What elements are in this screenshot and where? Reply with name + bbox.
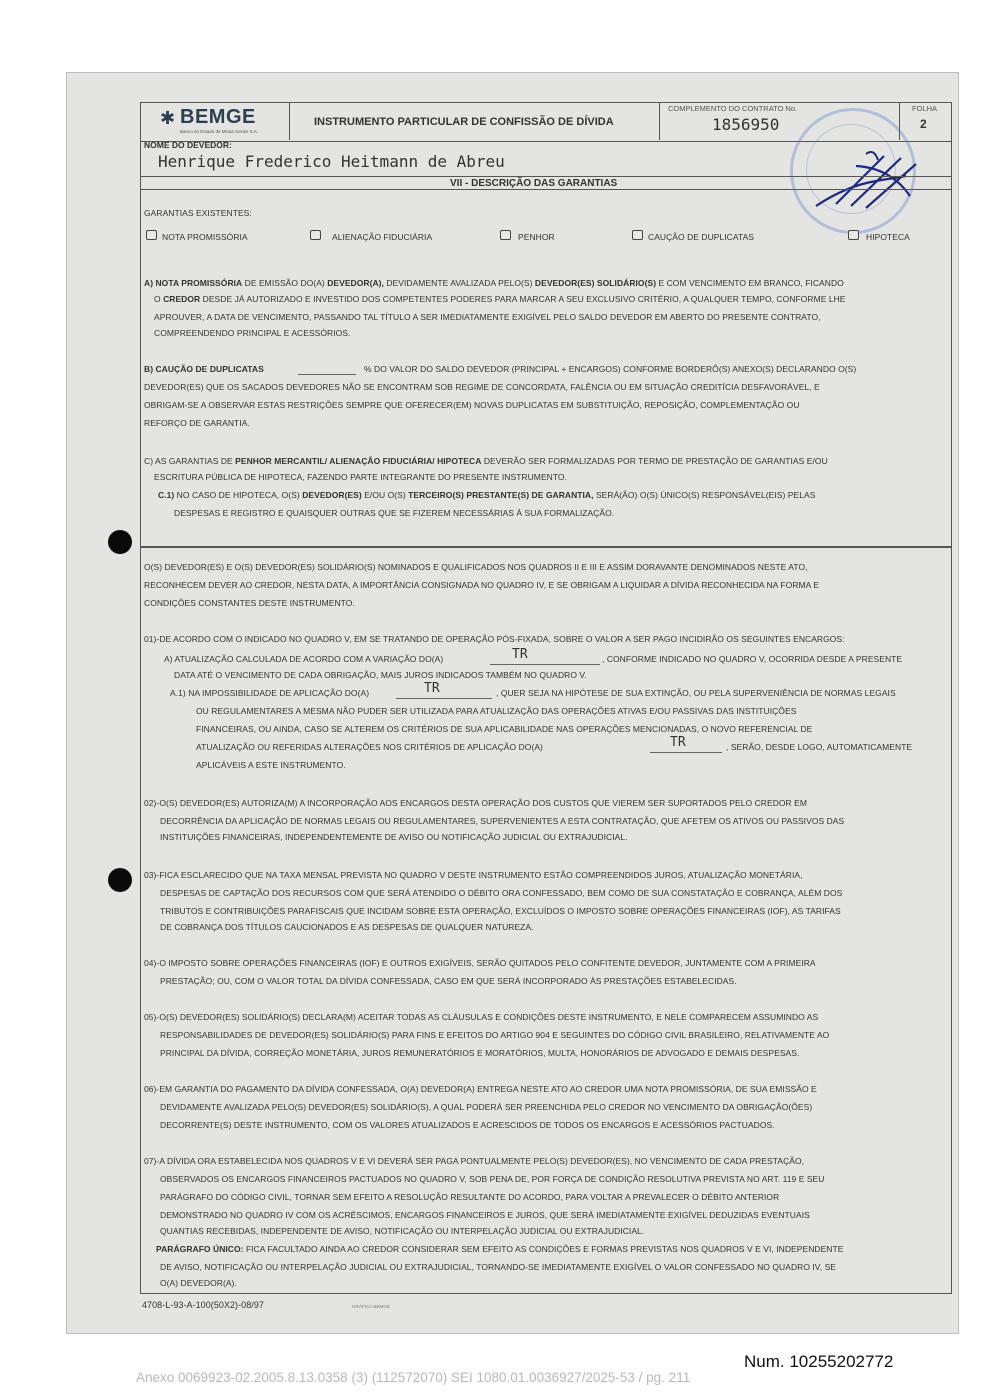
item-01-line7-pre: ATUALIZAÇÃO OU REFERIDAS ALTERAÇÕES NOS CRITÉRIOS DE APLICAÇÃO DO(A) [196, 742, 543, 752]
clause-b-line1 [144, 364, 264, 374]
clause-c1-bold: DEVEDOR(ES) [302, 490, 362, 500]
clause-b-line4: REFORÇO DE GARANTIA. [144, 418, 250, 428]
sheet-number: 2 [920, 117, 927, 131]
bank-brand: BEMGE [180, 106, 256, 128]
bank-logo-icon: ✱ [160, 108, 176, 128]
item-06-line2: DEVIDAMENTE AVALIZADA PELO(S) DEVEDOR(ES) SOLIDÁRIO(S), A QUAL PODERÁ SER PREENCHIDA PELO CREDOR NO VENCIMENTO DA OBRIGAÇÃO(ÕES) [160, 1102, 813, 1112]
item-01-line8: APLICÁVEIS A ESTE INSTRUMENTO. [196, 760, 346, 770]
document-number: Num. 10255202772 [744, 1352, 894, 1371]
contract-complement-value: 1856950 [712, 115, 780, 134]
punch-hole-top [108, 530, 132, 554]
item-02-line2: DECORRÊNCIA DA APLICAÇÃO DE NORMAS LEGAIS OU REGULAMENTARES, SUPERVENIENTES A ESTA CONTRATAÇÃO, QUE AFETEM OS ATIVOS OU PASSIVOS DAS [160, 816, 845, 826]
indexer-value-2: TR [424, 681, 440, 696]
item-01-line4-post: , QUER SEJA NA HIPÓTESE DE SUA EXTINÇÃO, OU PELA SUPERVENIÊNCIA DE NORMAS LEGAIS [496, 688, 896, 698]
preamble-line3: CONDIÇÕES CONSTANTES DESTE INSTRUMENTO. [144, 598, 355, 608]
clause-a-bold: DEVEDOR(ES) SOLIDÁRIO(S) [534, 278, 657, 288]
item-01-line5: OU REGULAMENTARES A MESMA NÃO PUDER SER UTILIZADA PARA ATUALIZAÇÃO DAS OPERAÇÕES ATIVAS E/OU PASSIVAS DAS INSTITUIÇÕES [196, 706, 797, 716]
section-title: VII - DESCRIÇÃO DAS GARANTIAS [450, 178, 618, 189]
sheet-cell [900, 102, 952, 140]
item-03-line3: TRIBUTOS E CONTRIBUIÇÕES PARAFISCAIS QUE INCIDAM SOBRE ESTA OPERAÇÃO, EXCLUÍDOS O IMPOSTO SOBRE OPERAÇÕES FINANCEIRAS (IOF), AS TARIFAS [160, 906, 841, 916]
clause-a-text: DE EMISSÃO DO(A) [242, 278, 328, 288]
item-07-line5: QUANTIAS RECEBIDAS, INDEPENDENTE DE AVISO, NOTIFICAÇÃO OU INTERPELAÇÃO JUDICIAL OU EXTRAJUDICIAL. [160, 1226, 645, 1236]
section-bar [140, 176, 952, 190]
paragrafo-unico-line1 [156, 1244, 843, 1254]
item-06-line1: 06)-EM GARANTIA DO PAGAMENTO DA DÍVIDA CONFESSADA, O(A) DEVEDOR(A) ENTREGA NESTE ATO AO CREDOR UMA NOTA PROMISSÓRIA, DE SUA EMISSÃO E [144, 1084, 817, 1094]
item-05-line2: RESPONSABILIDADES DE DEVEDOR(ES) SOLIDÁRIO(S) PARA FINS E EFEITOS DO ARTIGO 904 E SEGUINTES DO CÓDIGO CIVIL BRASILEIRO, RELATIVAMENTE AO [160, 1030, 830, 1040]
printer-mark: GRÁFICA BEMGE [352, 1304, 390, 1309]
item-01-line2-pre: A) ATUALIZAÇÃO CALCULADA DE ACORDO COM A VARIAÇÃO DO(A) [164, 654, 444, 664]
item-02-line1: 02)-O(S) DEVEDOR(ES) AUTORIZA(M) A INCORPORAÇÃO AOS ENCARGOS DESTA OPERAÇÃO DOS CUSTOS QUE VIEREM SER SUPORTADOS PELO CREDOR EM [144, 798, 808, 808]
checkbox-nota-promissoria[interactable] [146, 230, 157, 240]
item-01-line1: 01)-DE ACORDO COM O INDICADO NO QUADRO V, EM SE TRATANDO DE OPERAÇÃO PÓS-FIXADA, SOBRE O VALOR A SER PAGO INCIDIRÃO OS SEGUINTES ENCARGOS: [144, 634, 845, 644]
clause-a-text: E COM VENCIMENTO EM BRANCO, FICANDO [656, 278, 844, 288]
item-01-line7-post: , SERÃO, DESDE LOGO, AUTOMATICAMENTE [726, 742, 913, 752]
clause-b-line2: DEVEDOR(ES) QUE OS SACADOS DEVEDORES NÃO SE ENCONTRAM SOB REGIME DE CONCORDATA, FALÊNCIA OU EM SITUAÇÃO CREDITÍCIA DESFAVORÁVEL, E [144, 382, 820, 392]
sheet-label: FOLHA [912, 104, 938, 113]
clause-b-line3: OBRIGAM-SE A OBSERVAR ESTAS RESTRIÇÕES SEMPRE QUE OFERECER(EM) NOVAS DUPLICATAS EM SUBSTITUIÇÃO, REPOSIÇÃO, COMPLEMENTAÇÃO OU [144, 400, 800, 410]
clause-c1-title: C.1) [158, 490, 175, 500]
clause-a-text: DESDE JÁ AUTORIZADO E INVESTIDO DOS COMPETENTES PODERES PARA MARCAR A SEU EXCLUSIVO CRITÉRIO, A QUALQUER TEMPO, CONFORME LHE [200, 294, 846, 304]
contract-complement-label: COMPLEMENTO DO CONTRATO No. [668, 104, 798, 113]
item-05-line1: 05)-O(S) DEVEDOR(ES) SOLIDÁRIO(S) DECLARA(M) ACEITAR TODAS AS CLÁUSULAS E CONDIÇÕES DESTE INSTRUMENTO, E NELE COMPARECEM ASSUMINDO AS [144, 1012, 819, 1022]
punch-hole-bottom [108, 868, 132, 892]
clause-b-title: B) CAUÇÃO DE DUPLICATAS [144, 364, 264, 374]
paragrafo-unico-line3: O(A) DEVEDOR(A). [160, 1278, 237, 1288]
item-01-line6: FINANCEIRAS, OU AINDA, CASO SE ALTEREM OS CRITÉRIOS DE SUA APLICABILIDADE NAS OPERAÇÕES MENCIONADAS, O NOVO REFERENCIAL DE [196, 724, 813, 734]
clause-c1-text: E/OU O(S) [361, 490, 409, 500]
item-04-line2: PRESTAÇÃO; OU, COM O VALOR TOTAL DA DÍVIDA CONFESSADA, CASO EM QUE SERÁ INCORPORADO ÀS PRESTAÇÕES ESTABELECIDAS. [160, 976, 737, 986]
indexer-field-3[interactable] [650, 752, 722, 753]
clause-c-bold: PENHOR MERCANTIL/ ALIENAÇÃO FIDUCIÁRIA/ HIPOTECA [235, 456, 482, 466]
paragrafo-unico-text: FICA FACULTADO AINDA AO CREDOR CONSIDERAR SEM EFEITO AS CONDIÇÕES E FORMAS PREVISTAS NOS QUADROS V E VI, INDEPENDENTE [243, 1244, 844, 1254]
scanned-page [66, 72, 959, 1334]
item-02-line3: INSTITUIÇÕES FINANCEIRAS, INDEPENDENTEMENTE DE AVISO OU NOTIFICAÇÃO JUDICIAL OU EXTRAJUDICIAL. [160, 832, 628, 842]
clause-a-bold: CREDOR [163, 294, 201, 304]
item-06-line3: DECORRENTE(S) DESTE INSTRUMENTO, COM OS VALORES ATUALIZADOS E ACRESCIDOS DE TODOS OS ENCARGOS E ACESSÓRIOS PACTUADOS. [160, 1120, 775, 1130]
clause-c1-bold: TERCEIRO(S) PRESTANTE(S) DE GARANTIA, [408, 490, 594, 500]
clause-a-title: A) NOTA PROMISSÓRIA [144, 278, 243, 288]
indexer-field-1[interactable] [490, 664, 600, 665]
annex-reference: Anexo 0069923-02.2005.8.13.0358 (3) (112572070) SEI 1080.01.0036927/2025-53 / pg. 211 [136, 1370, 691, 1385]
clause-c1-text: SERÁ(ÃO) O(S) ÚNICO(S) RESPONSÁVEL(EIS) PELAS [593, 490, 816, 500]
item-01-line4-pre: A.1) NA IMPOSSIBILIDADE DE APLICAÇÃO DO(A) [170, 688, 370, 698]
guarantees-label: GARANTIAS EXISTENTES: [144, 208, 252, 218]
debtor-label: NOME DO DEVEDOR: [144, 140, 232, 150]
item-05-line3: PRINCIPAL DA DÍVIDA, CORREÇÃO MONETÁRIA, JUROS REMUNERATÓRIOS E MORATÓRIOS, MULTA, HONORÁRIOS DE ADVOGADO E DEMAIS DESPESAS. [160, 1048, 800, 1058]
checkbox-caucao-duplicatas[interactable] [632, 230, 643, 240]
clause-a-line2 [154, 294, 846, 304]
checkbox-penhor[interactable] [500, 230, 511, 240]
item-07-line3: PARÁGRAFO DO CÓDIGO CIVIL, TORNAR SEM EFEITO A RESOLUÇÃO RESULTANTE DO ACORDO, PARA VOLTAR A PREVALECER O DÉBITO ANTERIOR [160, 1192, 780, 1202]
clause-c-text: C) AS GARANTIAS DE [144, 456, 236, 466]
checkbox-alienacao-fiduciaria[interactable] [310, 230, 321, 240]
paragrafo-unico-line2: DE AVISO, NOTIFICAÇÃO OU INTERPELAÇÃO JUDICIAL OU EXTRAJUDICIAL, TORNANDO-SE IMEDIATAMENTE EXIGÍVEL O VALOR CONFESSADO NO QUADRO IV, SE [160, 1262, 837, 1272]
option-hipoteca: HIPOTECA [866, 232, 910, 242]
clause-a-bold: DEVEDOR(A), [327, 278, 384, 288]
clause-b-line1-text: % DO VALOR DO SALDO DEVEDOR (PRINCIPAL + ENCARGOS) CONFORME BORDERÔ(S) ANEXO(S) DECLARANDO O(S) [364, 364, 857, 374]
clause-a-text: O [154, 294, 164, 304]
item-07-line2: OBSERVADOS OS ENCARGOS FINANCEIROS PACTUADOS NO QUADRO V, SOB PENA DE, POR FORÇA DE CONDIÇÃO RESOLUTIVA PREVISTA NO ART. 119 E SEU [160, 1174, 825, 1184]
item-07-line1: 07)-A DÍVIDA ORA ESTABELECIDA NOS QUADROS V E VI DEVERÁ SER PAGA PONTUALMENTE PELO(S) DEVEDOR(ES), NO VENCIMENTO DE CADA PRESTAÇÃO, [144, 1156, 805, 1166]
item-07-line4: DEMONSTRADO NO QUADRO IV COM OS ACRÉSCIMOS, ENCARGOS FINANCEIROS E JUROS, QUE SERÁ IMEDIATAMENTE EXIGÍVEL DEDUZIDAS EVENTUAIS [160, 1210, 810, 1220]
clause-a-line1 [144, 278, 844, 288]
clause-a-line3: APROUVER, A DATA DE VENCIMENTO, PASSANDO TAL TÍTULO A SER IMEDIATAMENTE EXIGÍVEL PELO SALDO DEVEDOR EM ABERTO DO PRESENTE CONTRATO, [154, 312, 821, 322]
clause-c-line1 [144, 456, 828, 466]
item-03-line1: 03)-FICA ESCLARECIDO QUE NA TAXA MENSAL PREVISTA NO QUADRO V DESTE INSTRUMENTO ESTÃO COMPREENDIDOS JUROS, ATUALIZAÇÃO MONETÁRIA, [144, 870, 803, 880]
clause-a-line4: COMPREENDENDO PRINCIPAL E ACESSÓRIOS. [154, 328, 351, 338]
item-04-line1: 04)-O IMPOSTO SOBRE OPERAÇÕES FINANCEIRAS (IOF) E OUTROS EXIGÍVEIS, SERÃO QUITADOS PELO CONFITENTE DEVEDOR, JUNTAMENTE COM A PRIMEIRA [144, 958, 816, 968]
form-code: 4708-L-93-A-100(50X2)-08/97 [142, 1300, 264, 1310]
clause-c1-line2: DESPESAS E REGISTRO E QUAISQUER OUTRAS QUE SE FIZEREM NECESSÁRIAS À SUA FORMALIZAÇÃO. [174, 508, 615, 518]
indexer-value-3: TR [670, 735, 686, 750]
section-divider [140, 546, 952, 548]
debtor-name: Henrique Frederico Heitmann de Abreu [158, 152, 505, 171]
paragrafo-unico-title: PARÁGRAFO ÚNICO: [156, 1244, 244, 1254]
document-title-cell [290, 102, 660, 140]
item-03-line4: DE COBRANÇA DOS TÍTULOS CAUCIONADOS E AS DESPESAS DE QUALQUER NATUREZA. [160, 922, 534, 932]
item-01-line3: DATA ATÉ O VENCIMENTO DE CADA OBRIGAÇÃO, MAIS JUROS INDICADOS TAMBÉM NO QUADRO V. [174, 670, 587, 680]
option-penhor: PENHOR [518, 232, 555, 242]
option-caucao-duplicatas: CAUÇÃO DE DUPLICATAS [648, 232, 755, 242]
blank-percent-field[interactable] [298, 374, 356, 375]
option-alienacao-fiduciaria: ALIENAÇÃO FIDUCIÁRIA [332, 232, 433, 242]
indexer-value-1: TR [512, 647, 528, 662]
option-nota-promissoria: NOTA PROMISSÓRIA [162, 232, 248, 242]
clause-c1-text: NO CASO DE HIPOTECA, O(S) [174, 490, 303, 500]
checkbox-hipoteca[interactable] [848, 230, 859, 240]
indexer-field-2[interactable] [396, 698, 492, 699]
bank-logo [140, 102, 290, 140]
clause-c1-line1 [158, 490, 815, 500]
clause-c-text: DEVERÃO SER FORMALIZADAS POR TERMO DE PRESTAÇÃO DE GARANTIAS E/OU [481, 456, 828, 466]
preamble-line2: RECONHECEM DEVER AO CREDOR, NESTA DATA, A IMPORTÂNCIA CONSIGNADA NO QUADRO IV, E SE OBRIGAM A LIQUIDAR A DÍVIDA RECONHECIDA NA FORMA E [144, 580, 820, 590]
preamble-line1: O(S) DEVEDOR(ES) E O(S) DEVEDOR(ES) SOLIDÁRIO(S) NOMINADOS E QUALIFICADOS NOS QUADROS II E III E ASSIM DORAVANTE DENOMINADOS NESTE ATO, [144, 562, 808, 572]
bank-brand-sub: Banco do Estado de Minas Gerais S.A. [180, 129, 259, 134]
document-title: INSTRUMENTO PARTICULAR DE CONFISSÃO DE DÍVIDA [314, 116, 614, 128]
clause-a-text: DEVIDAMENTE AVALIZADA PELO(S) [383, 278, 535, 288]
item-01-line2-post: , CONFORME INDICADO NO QUADRO V, OCORRIDA DESDE A PRESENTE [602, 654, 903, 664]
clause-c-line2: ESCRITURA PÚBLICA DE HIPOTECA, FAZENDO PARTE INTEGRANTE DO PRESENTE INSTRUMENTO. [154, 472, 568, 482]
item-03-line2: DESPESAS DE CAPTAÇÃO DOS RECURSOS COM QUE SERÁ ATENDIDO O DÉBITO ORA CONFESSADO, BEM COMO DE SUA CONSTATAÇÃO E COBRANÇA, ALÉM DOS [160, 888, 843, 898]
